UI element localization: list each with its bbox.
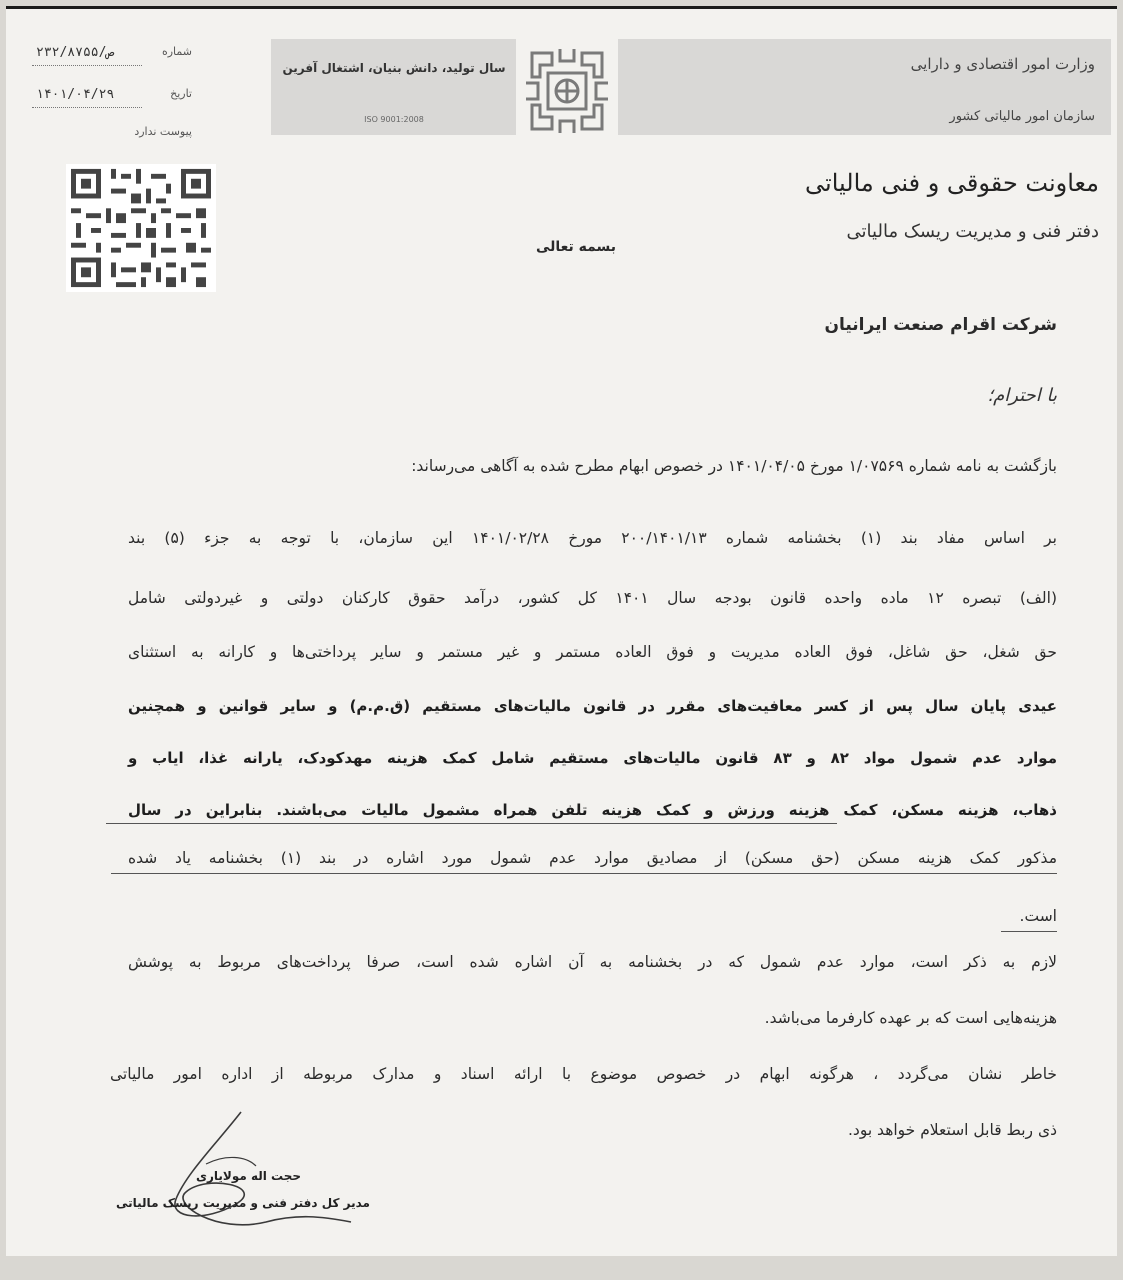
body-line-1: بازگشت به نامه شماره ۱/۰۷۵۶۹ مورخ ۱۴۰۱/۰۴/۰۵ در خصوص ابهام مطرح شده به آگاهی می‌رساند: xyxy=(411,457,1057,475)
letter-date-value: ۱۴۰۱/۰۴/۲۹ xyxy=(36,87,115,102)
body-line-4: حق شغل، حق شاغل، فوق العاده مدیریت و فوق العاده مستمر و غیر مستمر و سایر پرداختی‌ها و کارانه به استثنای xyxy=(128,643,1057,661)
deputy-title: معاونت حقوقی و فنی مالیاتی xyxy=(805,169,1099,197)
ministry-name: وزارت امور اقتصادی و دارایی xyxy=(910,55,1095,73)
date-dotted-line xyxy=(32,107,142,108)
body-line-13: ذی ربط قابل استعلام خواهد بود. xyxy=(847,1121,1057,1139)
salutation: با احترام؛ xyxy=(987,385,1057,406)
underline-3 xyxy=(1001,931,1057,932)
letter-date-label: تاریخ xyxy=(170,87,192,100)
body-line-11: هزینه‌هایی است که بر عهده کارفرما می‌باشد. xyxy=(764,1009,1057,1027)
qr-code-icon xyxy=(66,164,216,292)
number-dotted-line xyxy=(32,65,142,66)
body-line-8: مذکور کمک هزینه مسکن (حق مسکن) از مصادیق موارد عدم شمول مورد اشاره در بند (۱) بخشنامه یاد شده xyxy=(128,849,1057,867)
attachment-label: پیوست ندارد xyxy=(134,125,192,138)
office-title: دفتر فنی و مدیریت ریسک مالیاتی xyxy=(846,221,1099,242)
body-line-3: (الف) تبصره ۱۲ ماده واحده قانون بودجه سال ۱۴۰۱ کل کشور، درآمد حقوق کارکنان دولتی و غیردولتی شامل xyxy=(128,589,1057,607)
basmala: بسمه تعالی xyxy=(535,239,617,255)
letter-page xyxy=(6,6,1117,1256)
letter-number-label: شماره xyxy=(161,45,192,58)
body-line-7: ذهاب، هزینه مسکن، کمک هزینه ورزش و کمک هزینه تلفن همراه مشمول مالیات می‌باشند. بنابراین در سال xyxy=(128,801,1057,819)
organization-name: سازمان امور مالیاتی کشور xyxy=(949,109,1095,124)
body-line-2: بر اساس مفاد بند (۱) بخشنامه شماره ۲۰۰/۱۴۰۱/۱۳ مورخ ۱۴۰۱/۰۲/۲۸ این سازمان، با توجه به جزء (۵) بند xyxy=(128,529,1057,547)
year-slogan: سال تولید، دانش بنیان، اشتغال آفرین xyxy=(282,61,506,75)
body-line-6: موارد عدم شمول مواد ۸۲ و ۸۳ قانون مالیات‌های مستقیم شامل کمک هزینه مهدکودک، یارانه غذا، ایاب و xyxy=(128,749,1057,767)
recipient: شرکت اقرام صنعت ایرانیان xyxy=(824,315,1057,335)
letter-number-value: ۲۳۲/۸۷۵۵/ص xyxy=(36,45,115,60)
body-line-10: لازم به ذکر است، موارد عدم شمول که در بخشنامه به آن اشاره شده است، صرفا پرداخت‌های مربوط به پوشش xyxy=(128,953,1057,971)
body-line-12: خاطر نشان می‌گردد ، هرگونه ابهام در خصوص موضوع با ارائه اسناد و مدارک مربوطه از اداره امور مالیاتی xyxy=(110,1065,1057,1083)
signatory-title: مدیر کل دفتر فنی و مدیریت ریسک مالیاتی xyxy=(116,1196,370,1210)
body-line-9: است. xyxy=(1019,907,1057,925)
signatory-name: حجت اله مولایاری xyxy=(196,1169,302,1183)
body-line-5: عیدی پایان سال پس از کسر معافیت‌های مقرر در قانون مالیات‌های مستقیم (ق.م.م) و سایر قوانین و همچنین xyxy=(128,697,1057,715)
iso-label: ISO 9001:2008 xyxy=(364,115,424,124)
underline-2 xyxy=(111,873,1057,874)
underline-1 xyxy=(106,823,837,824)
emblem-logo-icon xyxy=(522,43,612,139)
